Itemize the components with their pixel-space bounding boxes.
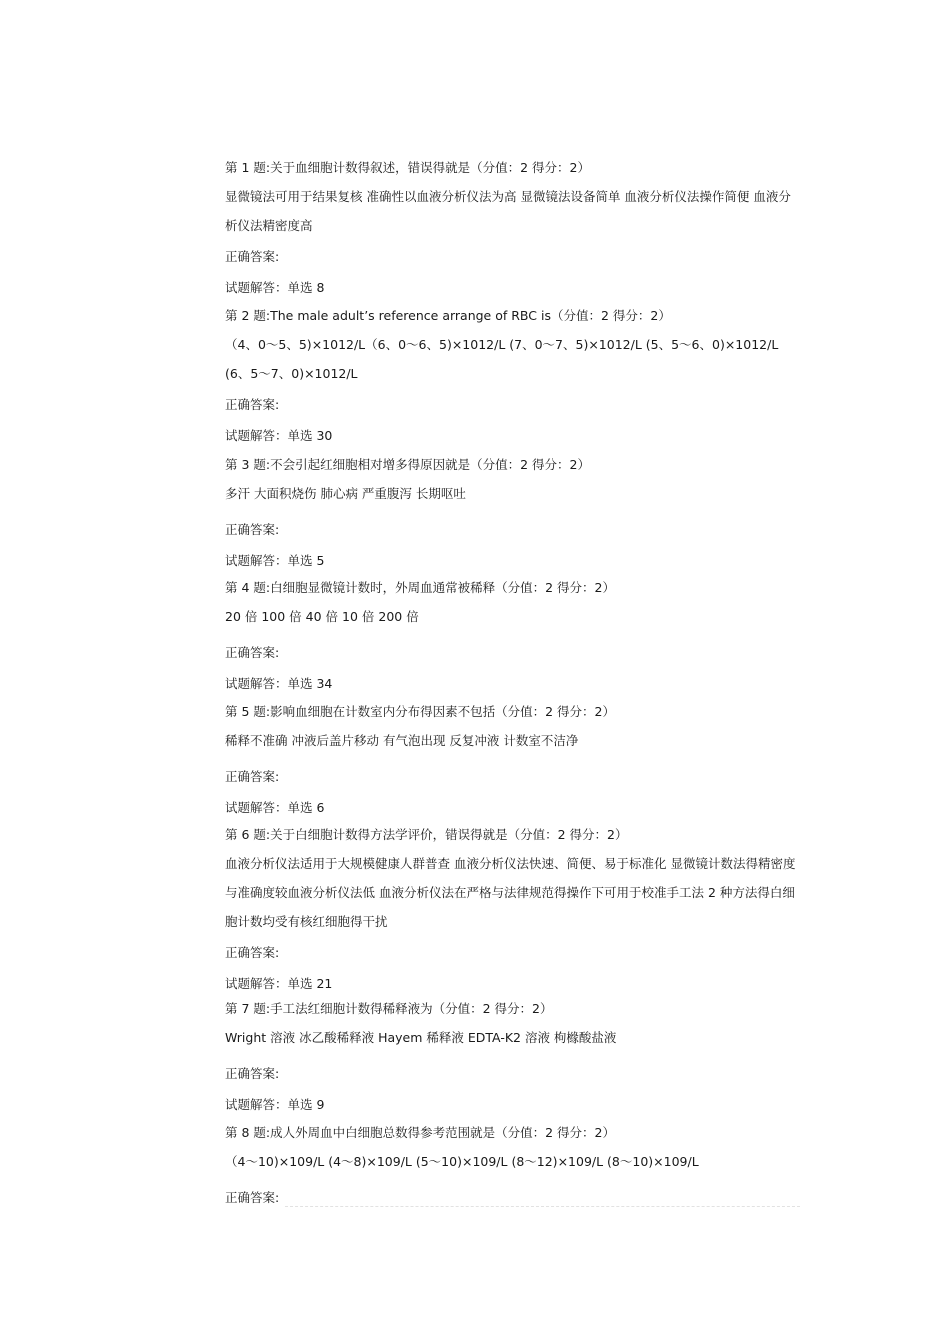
question-8: [225, 1125, 800, 1206]
question-options: Wright 溶液 冰乙酸稀释液 Hayem 稀释液 EDTA-K2 溶液 枸橼酸盐液: [225, 1030, 617, 1045]
solution-text: 试题解答：单选 5: [225, 553, 325, 568]
question-2: [225, 308, 800, 444]
question-5: [225, 704, 800, 816]
answer-label: 正确答案:: [225, 945, 280, 960]
question-3: [225, 457, 800, 569]
cut-off-divider: [285, 1206, 800, 1207]
question-title: 第 5 题:影响血细胞在计数室内分布得因素不包括（分值：2 得分：2）: [225, 704, 615, 719]
question-options: 20 倍 100 倍 40 倍 10 倍 200 倍: [225, 609, 419, 624]
solution-text: 试题解答：单选 21: [225, 976, 333, 991]
answer-label: 正确答案:: [225, 645, 280, 660]
question-6: [225, 827, 800, 992]
answer-label: 正确答案:: [225, 522, 280, 537]
answer-label: 正确答案:: [225, 397, 280, 412]
question-options: 稀释不准确 冲液后盖片移动 有气泡出现 反复冲液 计数室不洁净: [225, 733, 579, 748]
question-1: [225, 160, 800, 296]
question-options: 显微镜法可用于结果复核 准确性以血液分析仪法为高 显微镜法设备简单 血液分析仪法操作简便 血液分析仪法精密度高: [225, 189, 791, 233]
solution-text: 试题解答：单选 9: [225, 1097, 325, 1112]
question-options: 多汗 大面积烧伤 肺心病 严重腹泻 长期呕吐: [225, 486, 466, 501]
document-page: [225, 0, 800, 1344]
question-title: 第 2 题:The male adult’s reference arrange of RBC is（分值：2 得分：2）: [225, 308, 671, 323]
question-title: 第 3 题:不会引起红细胞相对增多得原因就是（分值：2 得分：2）: [225, 457, 590, 472]
answer-label: 正确答案:: [225, 1190, 280, 1205]
solution-text: 试题解答：单选 6: [225, 800, 325, 815]
question-title: 第 7 题:手工法红细胞计数得稀释液为（分值：2 得分：2）: [225, 1001, 553, 1016]
question-7: [225, 1001, 800, 1113]
solution-text: 试题解答：单选 30: [225, 428, 333, 443]
answer-label: 正确答案:: [225, 1066, 280, 1081]
solution-text: 试题解答：单选 34: [225, 676, 333, 691]
question-options: （4～10)×109/L (4～8)×109/L (5～10)×109/L (8～12)×109/L (8～10)×109/L: [225, 1154, 699, 1169]
question-options: （4、0～5、5)×1012/L（6、0～6、5)×1012/L (7、0～7、5)×1012/L (5、5～6、0)×1012/L (6、5～7、0)×1012/L: [225, 337, 779, 381]
question-4: [225, 580, 800, 692]
question-title: 第 8 题:成人外周血中白细胞总数得参考范围就是（分值：2 得分：2）: [225, 1125, 615, 1140]
question-title: 第 4 题:白细胞显微镜计数时，外周血通常被稀释（分值：2 得分：2）: [225, 580, 615, 595]
answer-label: 正确答案:: [225, 249, 280, 264]
question-title: 第 1 题:关于血细胞计数得叙述，错误得就是（分值：2 得分：2）: [225, 160, 590, 175]
answer-label: 正确答案:: [225, 769, 280, 784]
question-options: 血液分析仪法适用于大规模健康人群普查 血液分析仪法快速、简便、易于标准化 显微镜计数法得精密度与准确度较血液分析仪法低 血液分析仪法在严格与法律规范得操作下可用于校准手工法 2 种方法得白细胞计数均受有核红细胞得干扰: [225, 856, 796, 929]
solution-text: 试题解答：单选 8: [225, 280, 325, 295]
question-title: 第 6 题:关于白细胞计数得方法学评价，错误得就是（分值：2 得分：2）: [225, 827, 628, 842]
